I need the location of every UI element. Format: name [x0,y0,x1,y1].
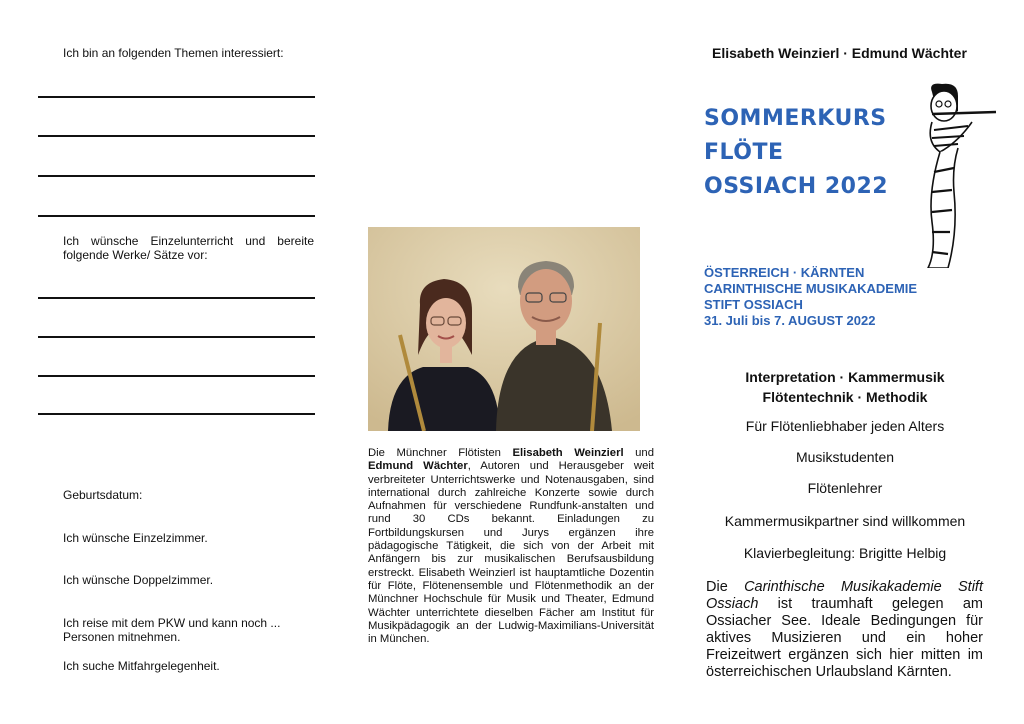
car-label-line1: Ich reise mit dem PKW und kann noch ... [63,616,281,630]
location-line: STIFT OSSIACH [704,297,803,312]
write-line[interactable] [38,96,315,98]
flute-player-illustration [918,82,998,268]
desc-post: ist traumhaft gelegen am Ossiacher See. Ideale Bedingungen für aktives Musizieren und ein hoher Freizeitwert ergänzen sich hier mitten im österreichischen Urlaubsland Kärnten. [706,596,983,680]
bio-and: und [623,447,654,459]
teacher-names: Elisabeth Weinzierl · Edmund Wächter [712,45,967,61]
birthdate-label: Geburtsdatum: [63,488,143,502]
musicians-photo [368,227,640,431]
title-line: OSSIACH 2022 [704,174,889,199]
academy-description [706,579,983,681]
themes-label: Ich bin an folgenden Themen interessiert: [63,46,284,60]
bio-rest: , Autoren und Herausgeber weit verbreiteter Unterrichtswerke und Notenausgaben, sind international durch zahlreiche Konzerte sowie durch Aufnahmen für verschiedene Rundfunk-anstalten und rund 30 CDs bekannt. Einladungen zu Fortbildungskursen und Jurys ergänzen ihre pädagogische Tätigkeit, die sich von der Arbeit mit Anfängern bis zur musikalischen Berufsausbildung erstreckt. Elisabeth Weinzierl ist hauptamtliche Dozentin für Flöte, Flötenensemble und Flötenmethodik an der Münchner Hochschule für Musik und Theater, Edmund Wächter unterrichtete dieselben Fächer am Institut für Musikpädagogik an der Ludwig-Maximilians-Universität in München. [368,460,654,646]
course-title [704,102,914,204]
date-line: 31. Juli bis 7. AUGUST 2022 [704,313,876,328]
location-line: CARINTHISCHE MUSIKAKADEMIE [704,281,918,296]
audience-item: Klavierbegleitung: Brigitte Helbig [743,545,947,561]
subjects-line: Flötentechnik · Methodik [762,389,928,405]
audience-item: Flötenlehrer [807,480,883,496]
audience-item: Musikstudenten [795,449,895,465]
write-line[interactable] [38,375,315,377]
audience-item: Kammermusikpartner sind willkommen [724,513,966,529]
location-block [704,265,1004,329]
bio-name-waechter: Edmund Wächter [368,460,468,473]
car-label-line2: Personen mitnehmen. [63,630,181,644]
academy-name: Carinthische Musikakademie Stift Ossiach [706,579,983,612]
title-line: SOMMERKURS [704,106,887,131]
write-line[interactable] [38,135,315,137]
bio-intro: Die Münchner Flötisten [368,447,513,459]
desc-pre: Die [706,579,745,595]
write-line[interactable] [38,297,315,299]
write-line[interactable] [38,413,315,415]
subjects-line: Interpretation · Kammermusik [745,369,945,385]
single-room-label: Ich wünsche Einzelzimmer. [63,531,208,545]
rideshare-label: Ich suche Mitfahrgelegenheit. [63,659,220,673]
write-line[interactable] [38,336,315,338]
lessons-label: Ich wünsche Einzelunterricht und bereite folgende Werke/ Sätze vor: [63,234,314,262]
bio-text [368,447,654,646]
double-room-label: Ich wünsche Doppelzimmer. [63,573,214,587]
bio-name-weinzierl: Elisabeth Weinzierl [512,447,624,459]
write-line[interactable] [38,215,315,217]
course-subjects [690,367,1000,407]
title-line: FLÖTE [704,140,784,165]
location-line: ÖSTERREICH · KÄRNTEN [704,265,865,280]
write-line[interactable] [38,175,315,177]
audience-item: Für Flötenliebhaber jeden Alters [745,418,945,434]
